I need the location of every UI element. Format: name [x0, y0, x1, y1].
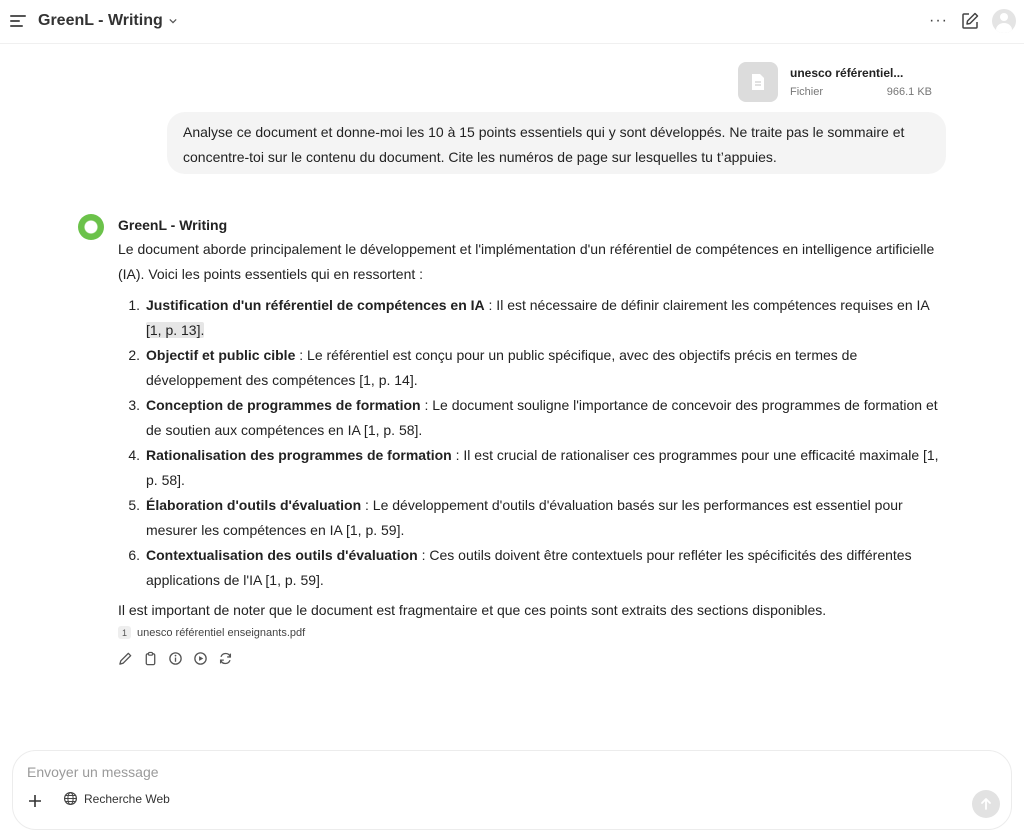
list-item-text: : Il est crucial de rationaliser ces programmes pour une efficacité maximale [1, p. 58]. [146, 447, 939, 488]
list-item-text: : Le développement d'outils d'évaluation basés sur les performances est essentiel pour mesurer les compétences en IA [1, p. 59]. [146, 497, 903, 538]
sidebar-toggle-icon[interactable] [10, 15, 26, 29]
list-item [118, 393, 948, 443]
arrow-up-icon [979, 797, 993, 811]
list-item-term: Objectif et public cible [146, 347, 296, 363]
key-points-list [118, 293, 948, 593]
list-item-term: Conception de programmes de formation [146, 397, 421, 413]
web-search-label: Recherche Web [84, 791, 170, 806]
list-item-term: Justification d'un référentiel de compétences en IA [146, 297, 485, 313]
list-item-number: 3. [128, 397, 140, 413]
list-item-term: Rationalisation des programmes de formation [146, 447, 452, 463]
list-item-number: 4. [128, 447, 140, 463]
message-actions [118, 651, 948, 666]
source-citation[interactable] [118, 626, 948, 639]
list-item-number: 6. [128, 547, 140, 563]
citation-highlight[interactable]: [1, p. 13]. [146, 322, 205, 338]
user-message: Analyse ce document et donne-moi les 10 à 15 points essentiels qui y sont développés. Ne traite pas le sommaire et concentre-toi sur le contenu du document. Cite les numéros de page sur lesquelles tu t’appuies. [167, 112, 946, 174]
edit-pencil-icon[interactable] [118, 651, 133, 666]
list-item-number: 2. [128, 347, 140, 363]
send-button[interactable] [972, 790, 1000, 818]
list-item-number: 5. [128, 497, 140, 513]
list-item-text: : Ces outils doivent être contextuels pour refléter les spécificités des différentes applications de l'IA [1, p. 59]. [146, 547, 912, 588]
model-name: GreenL - Writing [38, 12, 163, 29]
globe-icon [63, 791, 78, 806]
list-item-term: Contextualisation des outils d'évaluation [146, 547, 418, 563]
model-selector[interactable] [38, 12, 177, 30]
list-item-text: : Le document souligne l'importance de concevoir des programmes de formation et de soutien aux compétences en IA [1, p. 58]. [146, 397, 938, 438]
new-chat-edit-icon[interactable] [960, 11, 980, 31]
attachment-size: 966.1 KB [886, 86, 932, 98]
top-bar [0, 0, 1024, 44]
more-options-icon[interactable]: ··· [929, 12, 948, 29]
web-search-toggle[interactable] [63, 791, 170, 806]
read-aloud-play-icon[interactable] [193, 651, 208, 666]
info-icon[interactable] [168, 651, 183, 666]
list-item-text: : Il est nécessaire de définir clairement les compétences requises en IA [484, 297, 929, 313]
add-plus-icon[interactable] [27, 793, 43, 809]
source-number: 1 [118, 626, 131, 639]
chevron-down-icon [169, 17, 177, 25]
copy-clipboard-icon[interactable] [143, 651, 158, 666]
attachment-type: Fichier [790, 86, 824, 98]
user-avatar[interactable] [992, 9, 1016, 33]
attachment-card[interactable] [738, 60, 948, 106]
list-item [118, 293, 948, 343]
assistant-logo-icon [78, 214, 104, 240]
list-item-text: : Le référentiel est conçu pour un public spécifique, avec des objectifs précis en termes de développement des compétences [1, p. 14]. [146, 347, 858, 388]
file-icon [738, 62, 778, 102]
attachment-name: unesco référentiel... [790, 66, 904, 80]
source-name: unesco référentiel enseignants.pdf [137, 626, 306, 639]
regenerate-icon[interactable] [218, 651, 233, 666]
list-item-term: Élaboration d'outils d'évaluation [146, 497, 362, 513]
list-item [118, 543, 948, 593]
list-item [118, 443, 948, 493]
message-composer [12, 750, 1012, 830]
list-item [118, 493, 948, 543]
list-item [118, 343, 948, 393]
assistant-outro: Il est important de noter que le document est fragmentaire et que ces points sont extraits des sections disponibles. [118, 602, 827, 618]
message-input[interactable] [27, 761, 927, 783]
assistant-name: GreenL - Writing [118, 217, 228, 233]
assistant-intro: Le document aborde principalement le développement et l'implémentation d'un référentiel de compétences en intelligence artificielle (IA). Voici les points essentiels qui en ressortent : [118, 241, 935, 282]
list-item-number: 1. [128, 297, 140, 313]
